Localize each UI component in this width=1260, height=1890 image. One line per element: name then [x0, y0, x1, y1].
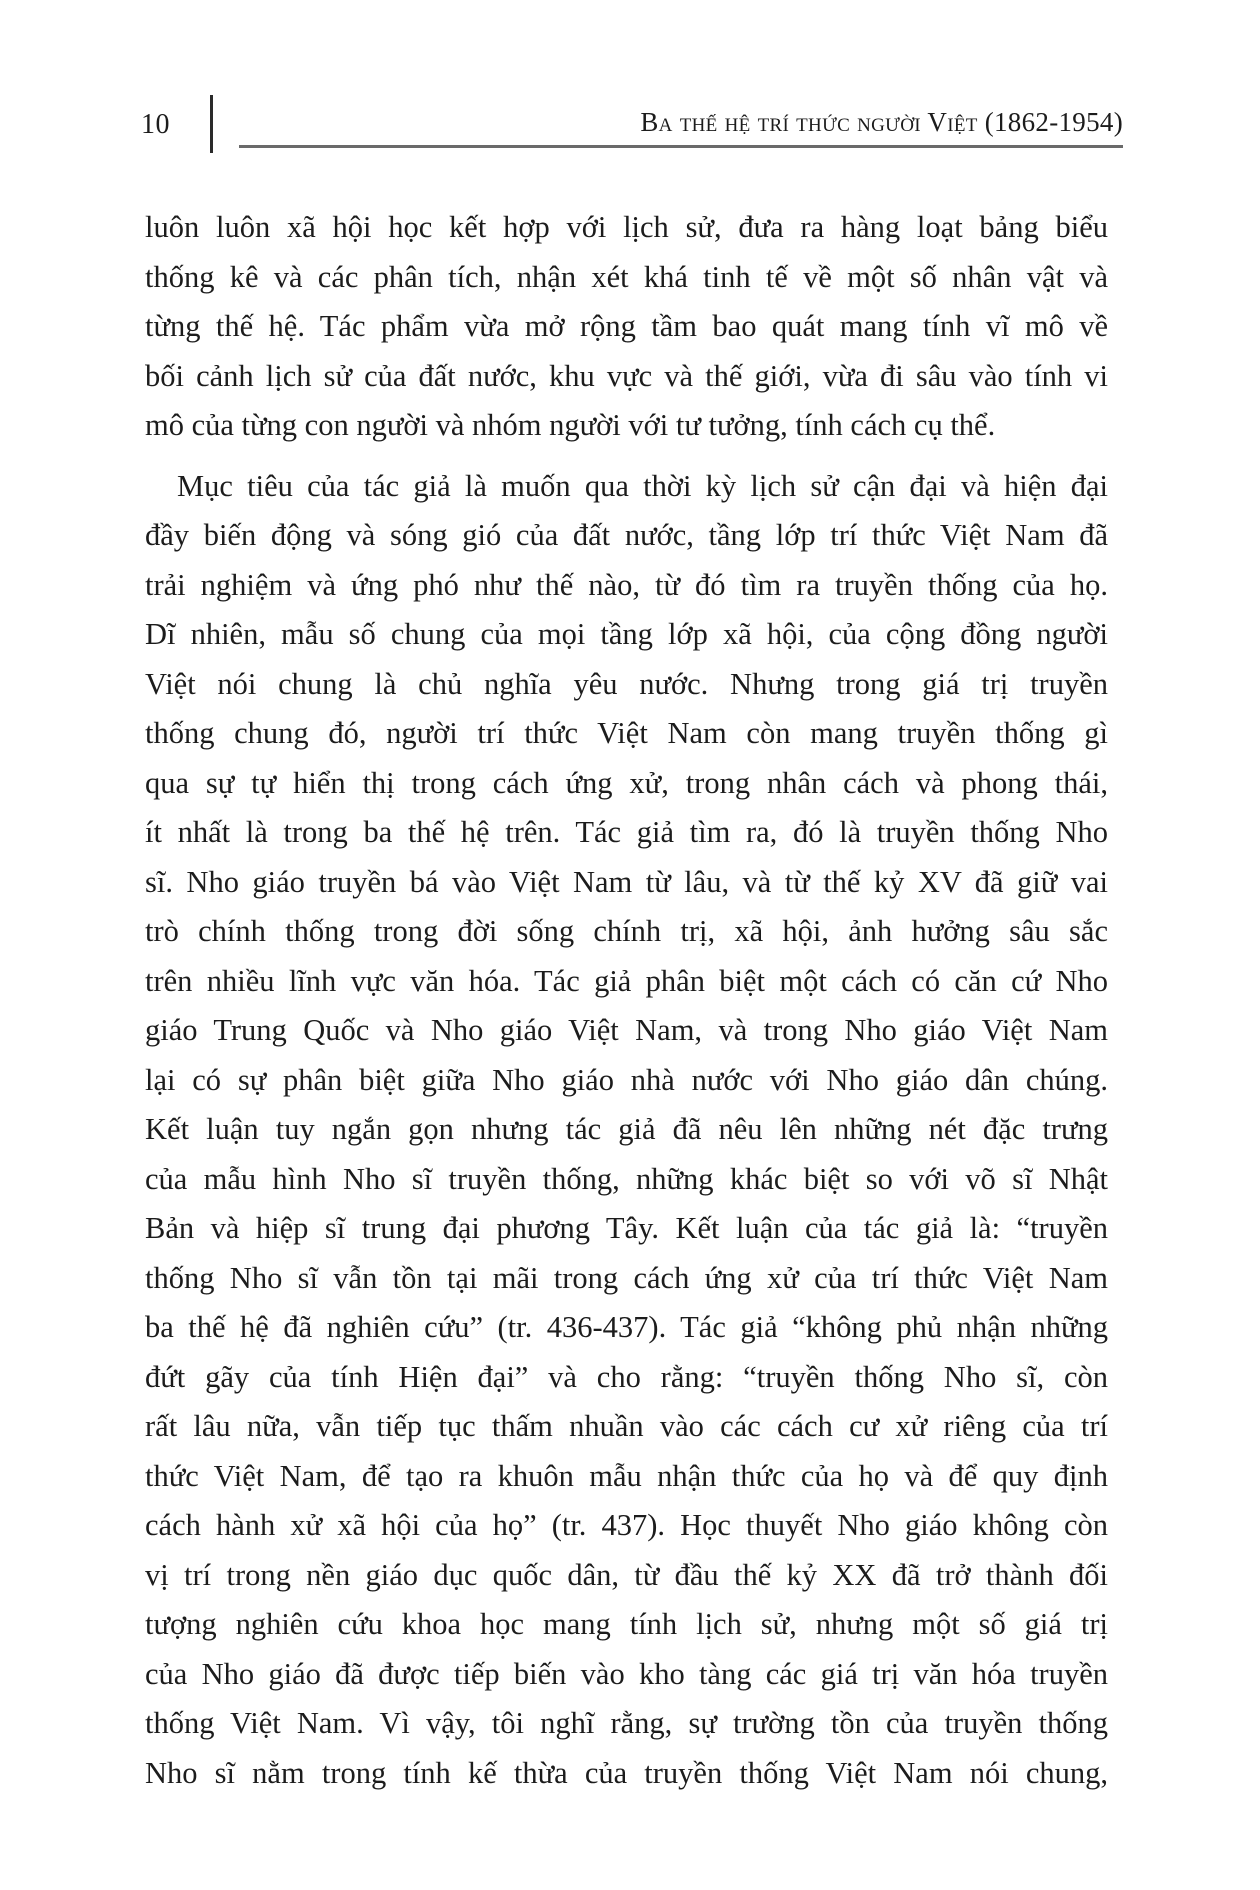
- page-number: 10: [141, 109, 170, 140]
- text-line: cách hành xử xã hội của họ” (tr. 437). Học thuyết Nho giáo không còn: [145, 1508, 1108, 1542]
- text-line: của mẫu hình Nho sĩ truyền thống, những khác biệt so với võ sĩ Nhật: [145, 1161, 1108, 1196]
- text-line: tượng nghiên cứu khoa học mang tính lịch sử, nhưng một số giá trị: [145, 1607, 1108, 1641]
- paragraph-2: [145, 462, 1108, 1799]
- text-line: lại có sự phân biệt giữa Nho giáo nhà nước với Nho giáo dân chúng.: [145, 1062, 1108, 1097]
- text-line: Kết luận tuy ngắn gọn nhưng tác giả đã nêu lên những nét đặc trưng: [145, 1112, 1108, 1146]
- header-rule: [239, 145, 1123, 148]
- text-line: trên nhiều lĩnh vực văn hóa. Tác giả phân biệt một cách có căn cứ Nho: [145, 963, 1108, 998]
- running-title: Ba thế hệ trí thức người Việt (1862-1954): [640, 107, 1123, 137]
- text-line: thống Nho sĩ vẫn tồn tại mãi trong cách ứng xử của trí thức Việt Nam: [145, 1260, 1108, 1295]
- text-line: ít nhất là trong ba thế hệ trên. Tác giả tìm ra, đó là truyền thống Nho: [145, 815, 1108, 849]
- text-line: Việt nói chung là chủ nghĩa yêu nước. Nhưng trong giá trị truyền: [145, 666, 1108, 701]
- text-line: ba thế hệ đã nghiên cứu” (tr. 436-437). Tác giả “không phủ nhận những: [145, 1310, 1108, 1344]
- text-line: Nho sĩ nằm trong tính kế thừa của truyền thống Việt Nam nói chung,: [145, 1755, 1108, 1790]
- paragraph-spacer: [145, 451, 1108, 462]
- header-divider: [210, 95, 213, 153]
- text-line: trò chính thống trong đời sống chính trị, xã hội, ảnh hưởng sâu sắc: [145, 914, 1108, 948]
- text-line: thức Việt Nam, để tạo ra khuôn mẫu nhận thức của họ và để quy định: [145, 1458, 1108, 1493]
- page-header: [137, 95, 1123, 155]
- text-line: thống Việt Nam. Vì vậy, tôi nghĩ rằng, sự trường tồn của truyền thống: [145, 1706, 1108, 1740]
- text-line: rất lâu nữa, vẫn tiếp tục thấm nhuần vào các cách cư xử riêng của trí: [145, 1409, 1108, 1443]
- text-line: đứt gãy của tính Hiện đại” và cho rằng: “truyền thống Nho sĩ, còn: [145, 1359, 1108, 1394]
- paragraph-1: [145, 203, 1108, 451]
- text-line: thống chung đó, người trí thức Việt Nam còn mang truyền thống gì: [145, 716, 1108, 750]
- text-line: luôn luôn xã hội học kết hợp với lịch sử, đưa ra hàng loạt bảng biểu: [145, 210, 1108, 244]
- text-line: từng thế hệ. Tác phẩm vừa mở rộng tầm bao quát mang tính vĩ mô về: [145, 309, 1108, 343]
- text-line: thống kê và các phân tích, nhận xét khá tinh tế về một số nhân vật và: [145, 259, 1108, 294]
- text-line: Dĩ nhiên, mẫu số chung của mọi tầng lớp xã hội, của cộng đồng người: [145, 617, 1108, 651]
- text-line: đầy biến động và sóng gió của đất nước, tầng lớp trí thức Việt Nam đã: [145, 518, 1108, 552]
- text-line: giáo Trung Quốc và Nho giáo Việt Nam, và trong Nho giáo Việt Nam: [145, 1013, 1108, 1047]
- body-text: [145, 203, 1108, 1798]
- text-line: Mục tiêu của tác giả là muốn qua thời kỳ lịch sử cận đại và hiện đại: [177, 468, 1108, 503]
- text-line: sĩ. Nho giáo truyền bá vào Việt Nam từ lâu, và từ thế kỷ XV đã giữ vai: [145, 864, 1108, 899]
- text-line: bối cảnh lịch sử của đất nước, khu vực và thế giới, vừa đi sâu vào tính vi: [145, 358, 1108, 393]
- text-line: mô của từng con người và nhóm người với tư tưởng, tính cách cụ thể.: [145, 408, 996, 442]
- text-line: vị trí trong nền giáo dục quốc dân, từ đầu thế kỷ XX đã trở thành đối: [145, 1557, 1108, 1592]
- text-line: Bản và hiệp sĩ trung đại phương Tây. Kết luận của tác giả là: “truyền: [145, 1211, 1108, 1245]
- text-line: qua sự tự hiển thị trong cách ứng xử, trong nhân cách và phong thái,: [145, 765, 1108, 800]
- text-line: của Nho giáo đã được tiếp biến vào kho tàng các giá trị văn hóa truyền: [145, 1656, 1108, 1691]
- text-line: trải nghiệm và ứng phó như thế nào, từ đó tìm ra truyền thống của họ.: [145, 567, 1108, 602]
